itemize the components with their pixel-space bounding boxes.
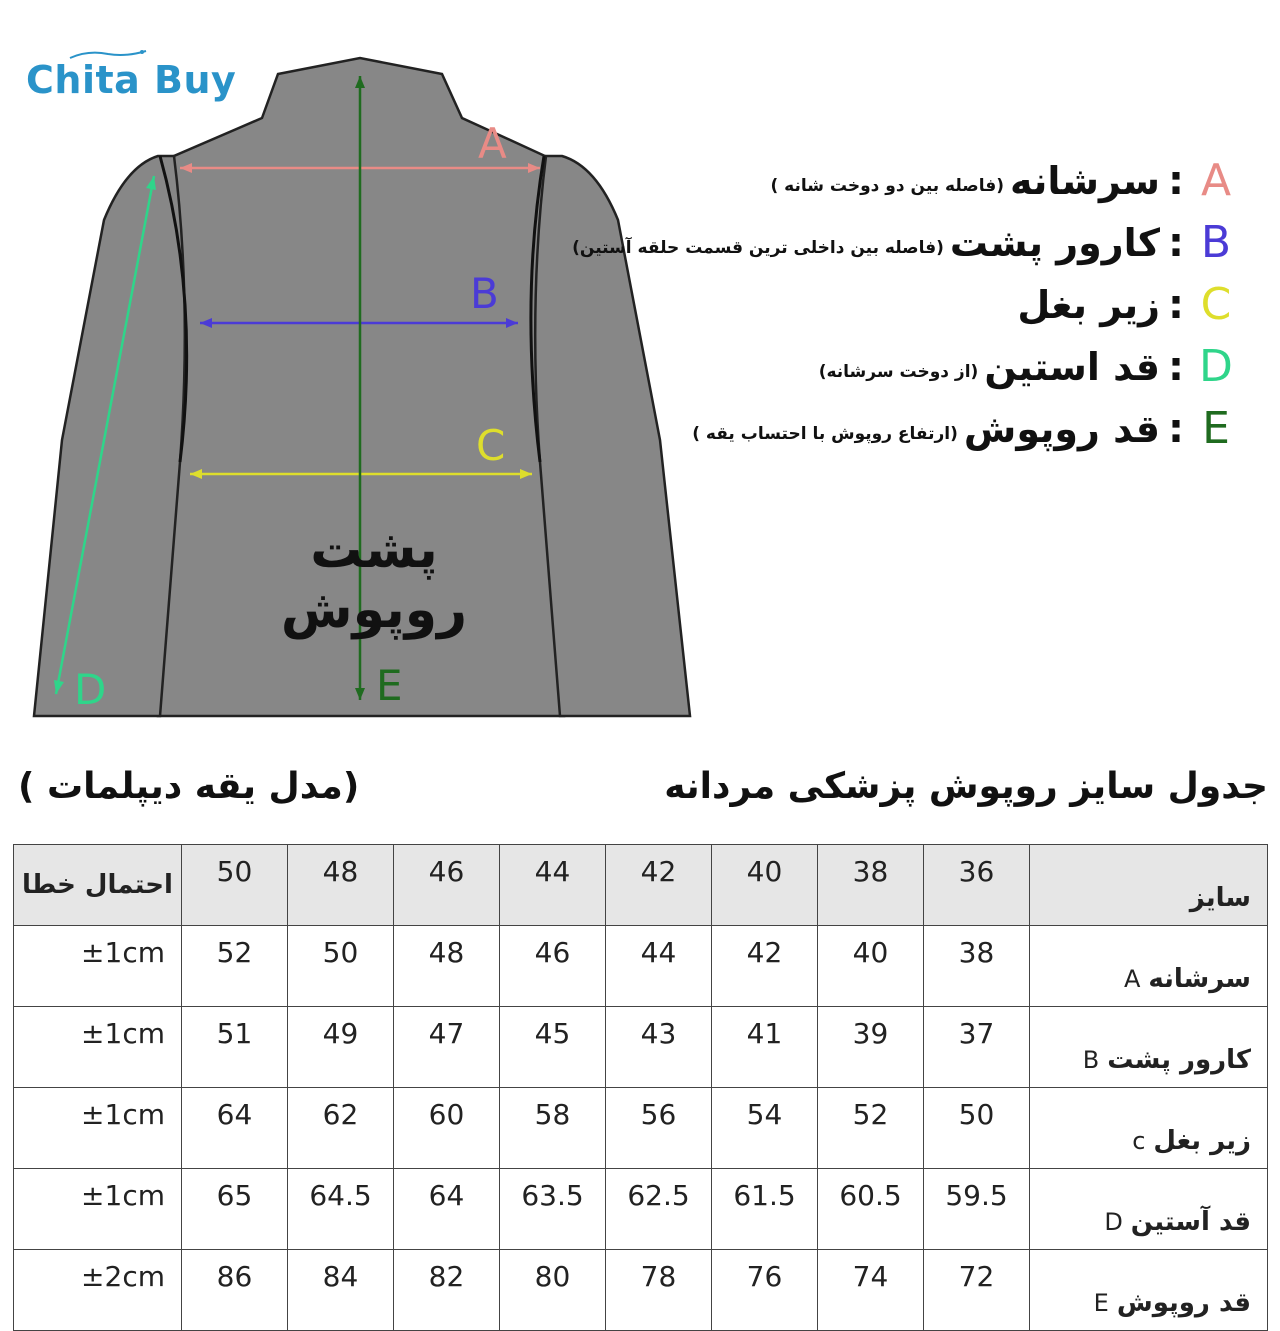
measurement-legend: [480, 150, 1240, 460]
size-header: 40: [712, 845, 818, 926]
marker-d: D: [74, 665, 107, 714]
table-row: [14, 1250, 1268, 1331]
table-header-row: [14, 845, 1268, 926]
table-row: [14, 1007, 1268, 1088]
row-label: [1030, 1007, 1268, 1088]
table-cell: 42: [712, 926, 818, 1007]
row-label-text: زیر بغل: [1153, 1126, 1251, 1156]
row-label-text: کارور پشت: [1107, 1045, 1251, 1075]
tolerance-cell: ±2cm: [14, 1250, 182, 1331]
size-header: 44: [500, 845, 606, 926]
row-code: B: [1082, 1046, 1100, 1074]
legend-key: A: [1200, 155, 1232, 206]
table-cell: 45: [500, 1007, 606, 1088]
row-code: A: [1123, 965, 1141, 993]
size-header: 46: [394, 845, 500, 926]
table-cell: 63.5: [500, 1169, 606, 1250]
legend-key: D: [1199, 341, 1233, 392]
left-sleeve: [34, 156, 185, 716]
tolerance-cell: ±1cm: [14, 1007, 182, 1088]
table-cell: 39: [818, 1007, 924, 1088]
table-cell: 52: [818, 1088, 924, 1169]
table-cell: 62: [288, 1088, 394, 1169]
brand-logo: Chita Buy: [26, 58, 237, 102]
row-label: [1030, 926, 1268, 1007]
table-cell: 49: [288, 1007, 394, 1088]
row-label-text: قد روپوش: [1116, 1288, 1251, 1318]
size-header: 36: [924, 845, 1030, 926]
table-cell: 46: [500, 926, 606, 1007]
table-cell: 64.5: [288, 1169, 394, 1250]
legend-key: B: [1200, 217, 1232, 268]
table-cell: 64: [394, 1169, 500, 1250]
size-header: 42: [606, 845, 712, 926]
table-cell: 43: [606, 1007, 712, 1088]
legend-note: (ارتفاع روپوش با احتساب یقه ): [692, 424, 958, 444]
table-cell: 64: [182, 1088, 288, 1169]
legend-note: (از دوخت سرشانه): [818, 362, 979, 382]
table-cell: 65: [182, 1169, 288, 1250]
marker-b: B: [470, 269, 499, 318]
table-cell: 52: [182, 926, 288, 1007]
table-cell: 60.5: [818, 1169, 924, 1250]
size-table: [13, 844, 1268, 1331]
table-cell: 41: [712, 1007, 818, 1088]
table-cell: 60: [394, 1088, 500, 1169]
table-cell: 51: [182, 1007, 288, 1088]
legend-item-b: B : کارور پشت (فاصله بین داخلی ترین قسمت حلقه آستین): [480, 212, 1240, 274]
tolerance-cell: ±1cm: [14, 926, 182, 1007]
table-cell: 54: [712, 1088, 818, 1169]
legend-key: E: [1202, 403, 1230, 454]
tolerance-cell: ±1cm: [14, 1088, 182, 1169]
row-label-text: سرشانه: [1148, 964, 1251, 994]
size-header: 38: [818, 845, 924, 926]
legend-item-d: D : قد استین (از دوخت سرشانه): [480, 336, 1240, 398]
table-cell: 56: [606, 1088, 712, 1169]
marker-e: E: [376, 661, 403, 710]
legend-item-a: A : سرشانه (فاصله بین دو دوخت شانه ): [480, 150, 1240, 212]
tolerance-header: احتمال خطا: [14, 845, 182, 926]
table-cell: 44: [606, 926, 712, 1007]
legend-title: کارور پشت: [949, 221, 1160, 265]
row-label: [1030, 1250, 1268, 1331]
table-cell: 76: [712, 1250, 818, 1331]
table-cell: 74: [818, 1250, 924, 1331]
legend-key: C: [1200, 279, 1232, 330]
table-cell: 50: [288, 926, 394, 1007]
table-cell: 47: [394, 1007, 500, 1088]
row-code: c: [1132, 1127, 1146, 1155]
table-cell: 82: [394, 1250, 500, 1331]
table-cell: 80: [500, 1250, 606, 1331]
table-cell: 38: [924, 926, 1030, 1007]
row-label: [1030, 1088, 1268, 1169]
table-cell: 58: [500, 1088, 606, 1169]
back-of-garment-label: پشت روپوش: [280, 520, 468, 640]
marker-c: C: [476, 421, 506, 470]
legend-title: قد استین: [984, 345, 1160, 389]
row-label: [1030, 1169, 1268, 1250]
table-cell: 48: [394, 926, 500, 1007]
table-cell: 62.5: [606, 1169, 712, 1250]
size-header: 48: [288, 845, 394, 926]
collar-model-label: (مدل یقه دیپلمات ): [18, 766, 360, 807]
table-row: [14, 1088, 1268, 1169]
table-cell: 86: [182, 1250, 288, 1331]
table-cell: 40: [818, 926, 924, 1007]
legend-note: (فاصله بین دو دوخت شانه ): [770, 176, 1005, 196]
legend-item-c: C : زیر بغل: [480, 274, 1240, 336]
table-row: [14, 926, 1268, 1007]
size-header: 50: [182, 845, 288, 926]
legend-item-e: E : قد روپوش (ارتفاع روپوش با احتساب یقه ): [480, 398, 1240, 460]
row-code: E: [1093, 1289, 1109, 1317]
tolerance-cell: ±1cm: [14, 1169, 182, 1250]
table-cell: 61.5: [712, 1169, 818, 1250]
table-row: [14, 1169, 1268, 1250]
legend-title: سرشانه: [1010, 159, 1160, 203]
table-cell: 59.5: [924, 1169, 1030, 1250]
row-label-text: قد آستین: [1130, 1207, 1251, 1237]
table-cell: 78: [606, 1250, 712, 1331]
table-cell: 72: [924, 1250, 1030, 1331]
size-table-title: جدول سایز روپوش پزشکی مردانه: [664, 766, 1268, 807]
marker-a: A: [478, 119, 507, 168]
table-cell: 37: [924, 1007, 1030, 1088]
legend-title: زیر بغل: [1017, 283, 1160, 327]
row-code: D: [1104, 1208, 1123, 1236]
legend-title: قد روپوش: [963, 407, 1160, 451]
size-label-header: سایز: [1030, 845, 1268, 926]
table-cell: 84: [288, 1250, 394, 1331]
legend-note: (فاصله بین داخلی ترین قسمت حلقه آستین): [572, 238, 944, 258]
table-cell: 50: [924, 1088, 1030, 1169]
